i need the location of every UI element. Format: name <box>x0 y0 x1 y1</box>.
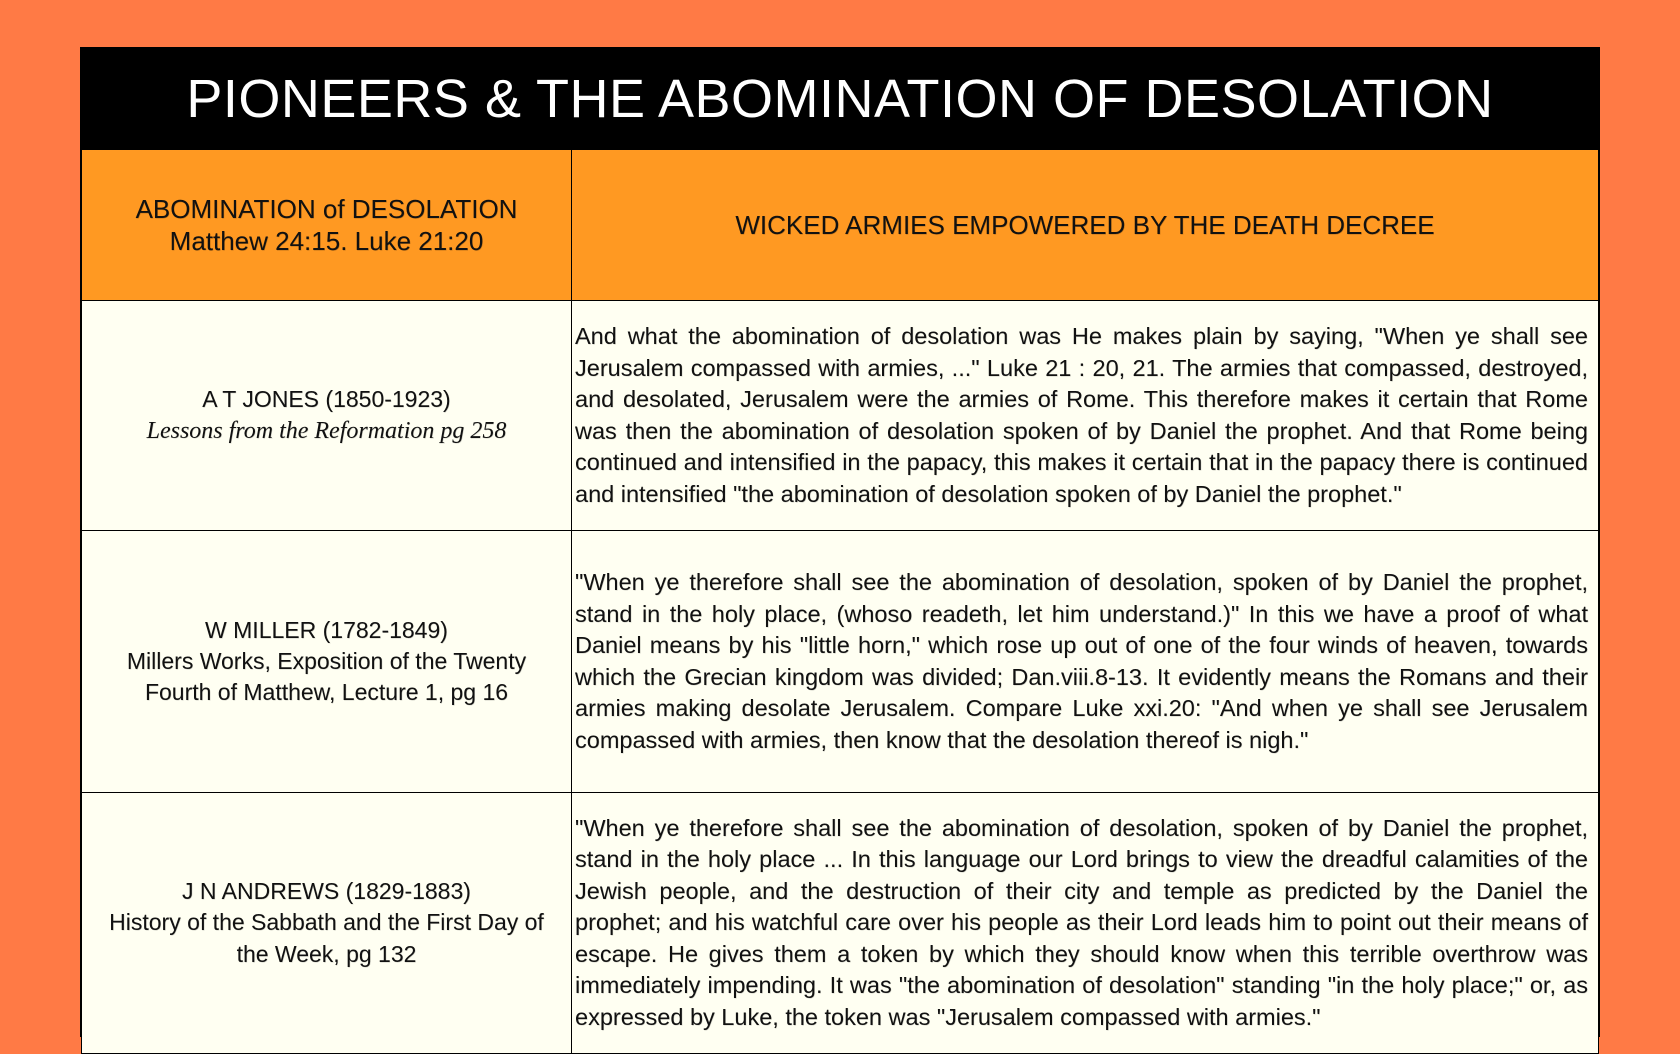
quotes-table <box>81 149 1599 1054</box>
header-left-cell <box>82 150 572 301</box>
source-title: Lessons from the Reformation pg 258 <box>146 417 507 444</box>
table-row <box>82 531 1599 793</box>
header-right-cell: WICKED ARMIES EMPOWERED BY THE DEATH DECREE <box>572 150 1599 301</box>
author-name: J N ANDREWS (1829-1883) <box>182 878 471 905</box>
source-title: Millers Works, Exposition of the Twenty Fourth of Matthew, Lecture 1, pg 16 <box>126 647 527 706</box>
quote-cell: "When ye therefore shall see the abomination of desolation, spoken of by Daniel the prophet, stand in the holy place, (whoso readeth, let him understand.)" In this we have a proof of what Daniel means by his "little horn," which rose up out of one of the four winds of heaven, towards which the Grecian kingdom was divided; Dan.viii.8-13. It evidently means the Romans and their armies making desolate Jerusalem. Compare Luke xxi.20: "And when ye shall see Jerusalem compassed with armies, then know that the desolation thereof is nigh." <box>572 531 1599 793</box>
author-name: W MILLER (1782-1849) <box>205 616 448 643</box>
author-name: A T JONES (1850-1923) <box>202 385 451 412</box>
table-header-row <box>82 150 1599 301</box>
header-left-line1: ABOMINATION of DESOLATION <box>135 193 518 224</box>
header-left-line2: Matthew 24:15. Luke 21:20 <box>169 226 484 256</box>
source-cell <box>82 793 572 1054</box>
quote-cell: "When ye therefore shall see the abomination of desolation, spoken of by Daniel the prophet, stand in the holy place ... In this language our Lord brings to view the dreadful calamities of the Jewish people, and the destruction of their city and temple as predicted by the Daniel the prophet; and his watchful care over his people as their Lord leads him to point out their means of escape. He gives them a token by which they should know when this terrible overthrow was immediately impending. It was "the abomination of desolation" standing "in the holy place;" or, as expressed by Luke, the token was "Jerusalem compassed with armies." <box>572 793 1599 1054</box>
table-row <box>82 301 1599 531</box>
table-row <box>82 793 1599 1054</box>
slide <box>80 47 1600 1037</box>
source-cell <box>82 531 572 793</box>
page-title: PIONEERS & THE ABOMINATION OF DESOLATION <box>81 48 1599 149</box>
source-title: History of the Sabbath and the First Day of the Week, pg 132 <box>109 909 544 967</box>
source-cell <box>82 301 572 531</box>
quote-cell: And what the abomination of desolation was He makes plain by saying, "When ye shall see Jerusalem compassed with armies, ..." Luke 21 : 20, 21. The armies that compassed, destroyed, and desolated, Jerusalem were the armies of Rome. This therefore makes it certain that Rome was then the abomination of desolation spoken of by Daniel the prophet. And that Rome being continued and intensified in the papacy, this makes it certain that in the papacy there is continued and intensified "the abomination of desolation spoken of by Daniel the prophet." <box>572 301 1599 531</box>
